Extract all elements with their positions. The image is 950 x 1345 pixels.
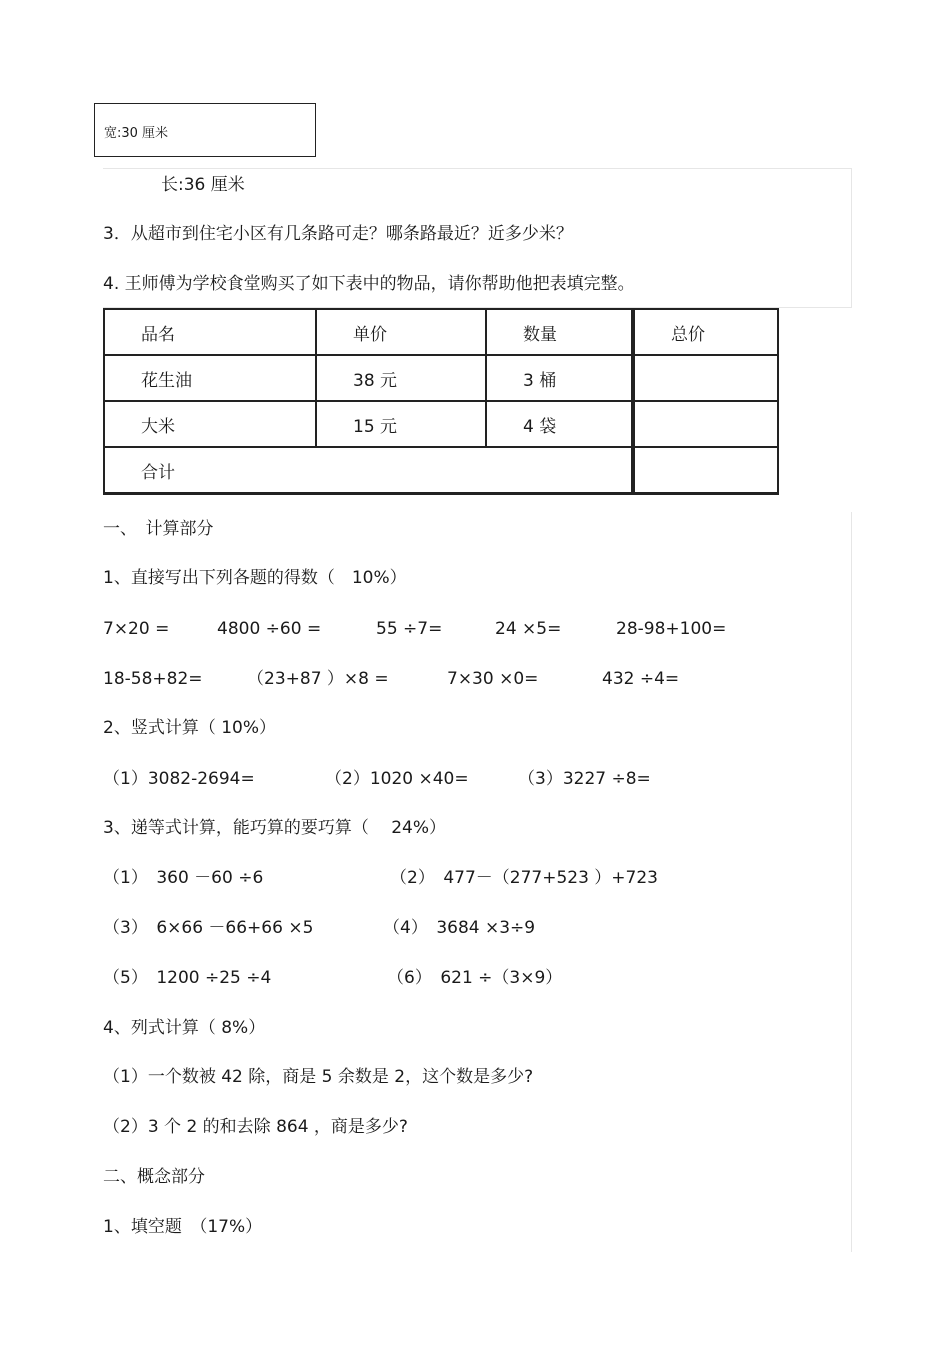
calc-item: 18-58+82= [103,669,203,689]
question-3: 3．从超市到住宅小区有几条路可走？哪条路最近？近多少米？ [103,224,573,244]
question-4: 4. 王师傅为学校食堂购买了如下表中的物品，请你帮助他把表填完整。 [103,274,635,294]
part-4-title: 4、列式计算（ 8%） [103,1018,266,1038]
calc-item: 24 ×5= [495,619,562,639]
part-3-title: 3、递等式计算，能巧算的要巧算（ 24%） [103,818,447,838]
calc-item: （23+87 ）×8 = [247,669,389,689]
cell-quantity: 3 桶 [486,355,633,401]
vertical-calc-item: （3）3227 ÷8= [518,769,651,789]
calc-item: 4800 ÷60 = [217,619,322,639]
header-total: 总价 [633,309,778,355]
table-row [104,355,778,401]
header-name: 品名 [104,309,316,355]
cell-total-input[interactable] [633,355,778,401]
total-value-input[interactable] [633,447,778,494]
cell-name: 花生油 [104,355,316,401]
part-2-title: 2、竖式计算（ 10%） [103,718,277,738]
width-label: 宽:30 厘米 [104,126,169,141]
cell-price: 15 元 [316,401,486,447]
part-1-title: 1、直接写出下列各题的得数（ 10%） [103,568,407,588]
stepwise-item: （4） 3684 ×3÷9 [383,918,536,938]
table-header-row [104,309,778,355]
table-total-row [104,447,778,494]
stepwise-item: （2） 477－（277+523 ）+723 [390,868,658,888]
width-rectangle [94,103,316,157]
stepwise-item: （3） 6×66 －66+66 ×5 [103,918,314,938]
calc-item: 7×20 = [103,619,170,639]
header-quantity: 数量 [486,309,633,355]
fill-blank-title: 1、填空题 （17%） [103,1217,263,1237]
word-problem: （1）一个数被 42 除，商是 5 余数是 2，这个数是多少? [103,1067,534,1087]
section-1-title: 一、 计算部分 [103,519,214,539]
cell-name: 大米 [104,401,316,447]
stepwise-item: （5） 1200 ÷25 ÷4 [103,968,272,988]
cell-price: 38 元 [316,355,486,401]
calc-item: 28-98+100= [616,619,727,639]
stepwise-item: （1） 360 －60 ÷6 [103,868,264,888]
calc-item: 55 ÷7= [376,619,443,639]
length-label: 长:36 厘米 [161,175,245,195]
header-price: 单价 [316,309,486,355]
vertical-calc-item: （1）3082-2694= [103,769,255,789]
section-2-title: 二、概念部分 [103,1167,205,1187]
calc-item: 432 ÷4= [602,669,680,689]
table-row [104,401,778,447]
cell-total-input[interactable] [633,401,778,447]
goods-table [103,308,779,495]
vertical-calc-item: （2）1020 ×40= [325,769,469,789]
stepwise-item: （6） 621 ÷（3×9） [387,968,563,988]
cell-quantity: 4 袋 [486,401,633,447]
calc-item: 7×30 ×0= [447,669,539,689]
word-problem: （2）3 个 2 的和去除 864 ，商是多少? [103,1117,408,1137]
total-label: 合计 [104,447,633,494]
